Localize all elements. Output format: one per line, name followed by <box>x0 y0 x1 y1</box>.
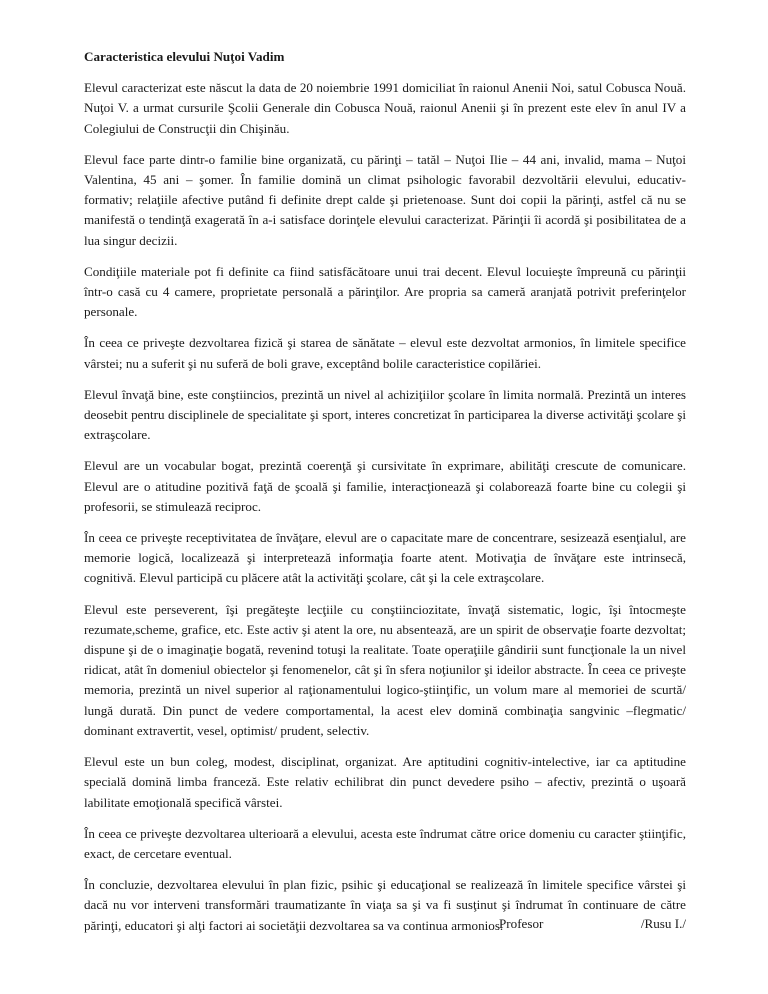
document-title: Caracteristica elevului Nuţoi Vadim <box>84 49 285 64</box>
paragraph-conclusion: În concluzie, dezvoltarea elevului în plan fizic, psihic şi educaţional se realizează în limitele specifice vârstei şi dacă nu vor interveni transformări traumatizante în viaţa sa şi va fi susţinut şi îndrumat în continuare de către părinţi, educatori şi alţi factori ai societăţii dezvoltarea sa va continua armonios. <box>84 877 686 933</box>
paragraph-perseverance: Elevul este perseverent, îşi pregăteşte lecţiile cu conştiinciozitate, învaţă sistematic, logic, îşi întocmeşte rezumate,scheme, grafice, etc. Este activ şi atent la ore, nu absentează, are un spirit de observaţie foarte dezvoltat; dispune şi de o imaginaţie bogată, revenind totuşi la realitate. Toate operaţiile gândirii sunt funcţionale la un nivel ridicat, atât în domeniul obiectelor şi fenomenelor, cât şi în sfera noţiunilor şi ideilor abstracte. În ceea ce priveşte memoria, prezintă un nivel superior al raţionamentului logico-ştiinţific, un volum mare al memoriei de scurtă/ lungă durată. Din punct de vedere comportamental, la acest elev domină combinaţia sangvinic –flegmatic/ dominant extravertit, vesel, optimist/ prudent, selectiv. <box>84 601 686 738</box>
paragraph-future-development: În ceea ce priveşte dezvoltarea ulterioară a elevului, acesta este îndrumat către orice domeniu cu caracter ştiinţific, exact, de cercetare eventual. <box>84 825 686 861</box>
signature-name: /Rusu I./ <box>640 916 686 931</box>
paragraph-family: Elevul face parte dintr-o familie bine organizată, cu părinţi – tatăl – Nuţoi Ilie – 44 ani, invalid, mama – Nuţoi Valentina, 45 ani – şomer. În familie domină un climat psihologic favorabil dezvoltării elevului, educativ-formativ; relaţiile afective putând fi definite drept calde şi prietenoase. Sunt doi copii la părinţi, astfel că nu se manifestă o tendinţă exagerată în a-i satisface dorinţele elevului caracterizat. Părinţii îi acordă şi posibilitatea de a lua singur decizii. <box>84 151 686 248</box>
signature-role: Profesor <box>499 916 544 931</box>
paragraph-learning: Elevul învaţă bine, este conştiincios, prezintă un nivel al achiziţiilor şcolare în limita normală. Prezintă un interes deosebit pentru disciplinele de specialitate şi sport, interes concretizat în participarea la diverse activităţi şcolare şi extraşcolare. <box>84 386 686 443</box>
paragraph-colleague: Elevul este un bun coleg, modest, disciplinat, organizat. Are aptitudini cognitiv-intelective, iar ca aptitudine specială domină limba franceză. Este relativ echilibrat din punct devedere psiho – afectiv, prezintă o uşoară labilitate emoţională specifică vârstei. <box>84 754 686 810</box>
document-body <box>84 47 686 947</box>
paragraph-birth-info: Elevul caracterizat este născut la data de 20 noiembrie 1991 domiciliat în raionul Anenii Noi, satul Cobusca Nouă. Nuţoi V. a urmat cursurile Şcolii Generale din Cobusca Nouă, raionul Anenii şi în prezent este elev în anul IV a Colegiului de Construcţii din Chişinău. <box>84 80 686 136</box>
paragraph-physical-health: În ceea ce priveşte dezvoltarea fizică şi starea de sănătate – elevul este dezvoltat armonios, în limitele specifice vârstei; nu a suferit şi nu suferă de boli grave, exceptând bolile caracteristice copilăriei. <box>84 335 686 371</box>
paragraph-communication: Elevul are un vocabular bogat, prezintă coerenţă şi cursivitate în exprimare, abilităţi crescute de comunicare. Elevul are o atitudine pozitivă faţă de şcoală şi familie, interacţionează şi colaborează foarte bine cu colegii şi profesorii, se stimulează reciproc. <box>84 458 686 514</box>
paragraph-receptivity: În ceea ce priveşte receptivitatea de învăţare, elevul are o capacitate mare de concentrare, sesizează esenţialul, are memorie logică, localizează şi interpretează informaţia foarte atent. Motivaţia de învăţare este intrinsecă, cognitivă. Elevul participă cu plăcere atât la activităţi şcolare, cât şi la cele extraşcolare. <box>84 530 686 586</box>
paragraph-material-conditions: Condiţiile materiale pot fi definite ca fiind satisfăcătoare unui trai decent. Elevul locuieşte împreună cu părinţii într-o casă cu 4 camere, proprietate personală a părinţilor. Are propria sa cameră aranjată potrivit preferinţelor personale. <box>84 263 686 320</box>
